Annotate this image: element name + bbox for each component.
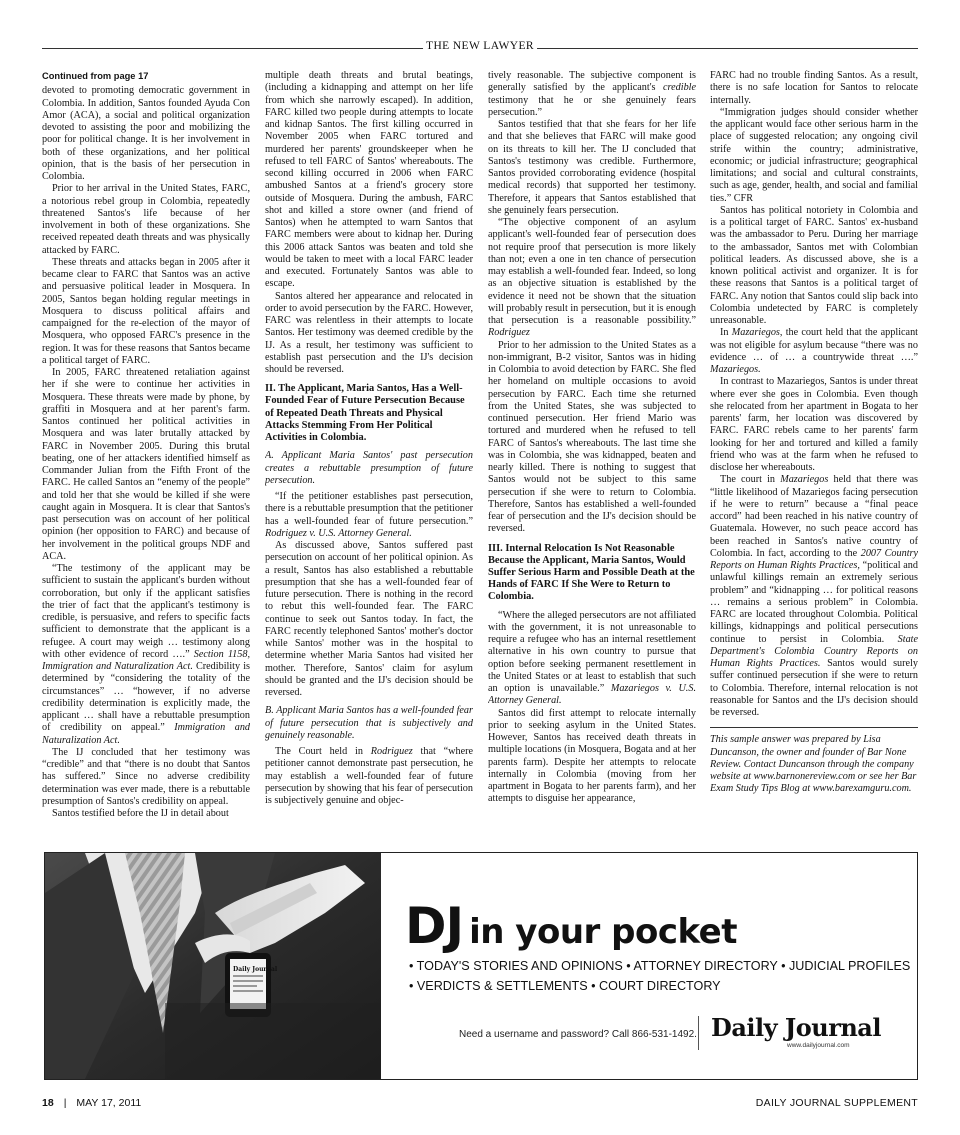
paragraph: Santos has political notoriety in Colombia and is a political target of FARC. Santos' ex-husband was the ambassador to Peru. During her marriage to the ambassador, Santos met with Colombian political leaders. As discussed above, she is a known political activist and organizer. It is for these reasons that Santos is a political target of FARC. Any notion that Santos could slip back into Colombia undetected by FARC is completely unreasonable. bbox=[710, 204, 918, 326]
paragraph bbox=[488, 70, 696, 119]
subheading: B. Applicant Maria Santos has a well-founded fear of future persecution that is subjectively and genuinely reasonable. bbox=[265, 705, 473, 741]
text-run: The court in bbox=[720, 474, 776, 486]
case-name: Mazariegos bbox=[731, 327, 780, 339]
continued-from-label: Continued from page 17 bbox=[42, 71, 149, 81]
phone-screen-text: Daily Journal bbox=[233, 966, 278, 973]
section-heading: II. The Applicant, Maria Santos, Has a Well-Founded Fear of Future Persecution Because of Repeated Death Threats and Physical Attacks Stemming From Her Political Activities in Colombia. bbox=[265, 383, 465, 444]
supplement-name: DAILY JOURNAL SUPPLEMENT bbox=[755, 1097, 918, 1109]
ad-website-link[interactable]: www.dailyjournal.com bbox=[787, 1042, 850, 1049]
ad-headline bbox=[405, 897, 737, 955]
daily-journal-advertisement[interactable] bbox=[44, 852, 918, 1080]
citation: Immigration and Naturalization Act. bbox=[42, 722, 250, 746]
daily-journal-logo: Daily Journal bbox=[711, 1013, 881, 1042]
column-2 bbox=[265, 70, 473, 846]
ad-features-line-1: • TODAY'S STORIES AND OPINIONS • ATTORNEY DIRECTORY • JUDICIAL PROFILES bbox=[409, 959, 911, 973]
ad-headline-dj: DJ bbox=[405, 897, 464, 955]
text-run: testimony that he or she genuinely fears persecution.” bbox=[488, 94, 696, 118]
column-1 bbox=[42, 70, 250, 846]
section-title: THE NEW LAWYER bbox=[423, 40, 537, 52]
paragraph: multiple death threats and brutal beatings, (including a kidnapping and attempt on her life from which she narrowly escaped). In addition, FARC killed two people during attempts to locate and kidnap Santos. The first killing occurred in November 2005 when FARC tortured and murdered her parents' groundskeeper when he refused to tell FARC of Santos' whereabouts. The second killing occurred in 2006 when FARC ambushed Santos at a friend's grocery store outside of Mosquera. During the ambush, FARC shot and killed a store owner (and friend of Santos) when he attempted to warn Santos that FARC members were about to kidnap her. During this 2006 attack Santos was beaten and told she would be taken to meet with a local FARC leader and executed. Fortunately Santos was able to escape. bbox=[265, 70, 473, 290]
paragraph: Santos testified before the IJ in detail about bbox=[52, 808, 229, 819]
quote-text: “The testimony of the applicant may be sufficient to sustain the applicant's burden without corroboration, but only if the applicant satisfies the trier of fact that the applicant's testimony is credible, is persuasive, and refers to specific facts sufficient to demonstrate that the applicant is a refugee. A court may weigh … testimony along with other evidence of record ….” bbox=[42, 563, 250, 660]
text-run: The Court held in bbox=[275, 746, 363, 758]
quote-paragraph: “Immigration judges should consider whether the applicant would face other serious harm in the place of suggested relocation; any ongoing civil strife within the country; administrative, economic; or judicial infrastructure; geographical limitations; and social and cultural constraints, such as age, gender, health, and social and familial ties.” CFR bbox=[710, 106, 918, 204]
text-run: “political and unlawful killings remain an extremely serious problem” and “kidnapping … for political reasons … remains a serious problem” in Colombia. FARC are located throughout Colombia. Political killings, kidnappings and political persecutions continue to persist in Colombia. bbox=[710, 560, 918, 645]
text-run: In bbox=[720, 327, 729, 339]
paragraph: In 2005, FARC threatened retaliation against her if she were to continue her activities in Mosquera. These threats were made by phone, by graffiti in Mosquera and at her parent's farm. Santos continued her political activities in Mosquera and was later brutally attacked by FARC in November 2005. During this brutal beating, one of her attackers identified himself as Commander Julian from the Fifth Front of the FARC. He called Santos an “enemy of the people” and told her that she would be killed if she were caught again in Mosquera. It is clear that Santos's past persecution was on account of her political opinion (her opposition to FARC) and because of her involvement in the political groups NDF and ACA. bbox=[42, 367, 250, 562]
text-run: , the court held that the applicant was not eligible for asylum because “there was no evidence … of … a countrywide threat ….” bbox=[710, 327, 918, 363]
quote-text: Credibility is determined by “considering the totality of the circumstances” … “however, if no adverse credibility determination is explicitly made, the applicant … shall have a rebuttable presumption of credibility on appeal.” bbox=[42, 661, 250, 734]
quote-paragraph bbox=[42, 563, 250, 747]
citation: Section 1158, Immigration and Naturalization Act. bbox=[42, 648, 250, 672]
paragraph: devoted to promoting democratic government in Colombia. In addition, Santos founded Ayuda Con Amor (ACA), a social and political organization devoted to assisting the poor and mobilizing the poor for political change. It is her involvement in both of these organizations, and her political opinion, that is the basis of her persecution in Colombia. bbox=[42, 85, 250, 182]
paragraph bbox=[710, 474, 918, 719]
ad-headline-rest: in your pocket bbox=[469, 912, 737, 952]
masthead bbox=[42, 40, 918, 58]
text-run: Santos would surely suffer continued persecution if she were to return to Colombia. Therefore, internal relocation is not reasonable for Santos and the IJ's decision should be reversed. bbox=[710, 658, 918, 718]
citation: State Department's Colombia Country Reports on Human Rights Practices. bbox=[710, 633, 918, 669]
quote-paragraph bbox=[488, 217, 696, 340]
paragraph: In contrast to Mazariegos, Santos is under threat where ever she goes in Colombia. Even though she relocated from her apartment in Bogata to her parents' farm, her location was discovered by FARC. FARC rebels came to her parents' farm looking for her and tortured and killed a family friend who was at the farm when he refused to disclose her whereabouts. bbox=[710, 376, 918, 473]
section-heading: III. Internal Relocation Is Not Reasonable Because the Applicant, Maria Santos, Would Suffer Serious Harm and Possible Death at the Hands of FARC If She Were to Return to Colombia. bbox=[488, 542, 695, 603]
paragraph: These threats and attacks began in 2005 after it became clear to FARC that Santos was an active and persuasive political leader in Mosquera. In 2005, Santos began holding regular meetings in Mosquera to discuss political affairs and campaigned for the re-election of the mayor of Mosquera, who opposed FARC's presence in the region. It was for these reasons that Santos became a political target of FARC. bbox=[42, 256, 250, 366]
emphasis: credible bbox=[663, 82, 696, 94]
citation: 2007 Country Reports on Human Rights Practices, bbox=[710, 547, 918, 571]
paragraph: Santos altered her appearance and relocated in order to avoid persecution by the FARC. However, FARC was relentless in their attempts to locate Santos. Her testimony was deemed credible by the IJ. As a result, her testimony was sufficient to establish past persecution and the IJ's decision should be reversed. bbox=[265, 290, 473, 375]
quote-text: “The objective component of an asylum applicant's well-founded fear of persecution does not require proof that persecution is more likely than not; even a one in ten chance of persecution may establish a well-founded fear. Indeed, so long as an objective situation is established by the evidence it need not be shown that the situation will probably result in persecution, but it is enough that persecution is a reasonable possibility.” bbox=[488, 217, 696, 326]
column-3 bbox=[488, 70, 696, 846]
footer-separator: | bbox=[63, 1097, 67, 1109]
paragraph: FARC had no trouble finding Santos. As a result, there is no safe location for Santos to relocate internally. bbox=[710, 70, 918, 106]
quote-paragraph bbox=[265, 491, 473, 540]
citation: Mazariegos v. U.S. Attorney General. bbox=[488, 683, 696, 707]
paragraph: As discussed above, Santos suffered past persecution on account of her political opinion. As a result, Santos has also established a rebuttable presumption that she has a well-founded fear of future persecution. There is nothing in the record to rebut this well-founded fear. The FARC continue to seek out Santos today. In fact, the FARC recently telephoned Santos' mother's doctor while Santos' mother was in the hospital to determine whether Maria Santos had visited her mother. Therefore, Santos' claim for asylum should be granted and the IJ's decision should be reversed. bbox=[265, 540, 473, 699]
citation: Rodriguez v. U.S. Attorney General. bbox=[265, 527, 412, 539]
hand-holding-phone-photo bbox=[45, 853, 381, 1079]
paragraph: Prior to her arrival in the United States, FARC, a notorious rebel group in Colombia, repeatedly threatened Santos's life because of her involvement in both of these organizations. She received repeated death threats and was physically attacked by FARC. bbox=[42, 183, 250, 256]
paragraph: The IJ concluded that her testimony was “credible” and that “there is no doubt that Santos has suffered.” Since no adverse credibility determination was ever made, there is a rebuttable presumption of Santos's credibility on appeal. bbox=[42, 746, 250, 807]
column-4 bbox=[710, 70, 918, 846]
paragraph bbox=[265, 746, 473, 807]
page-number: 18 bbox=[42, 1097, 54, 1109]
citation: Rodriguez bbox=[488, 327, 530, 339]
subheading: A. Applicant Maria Santos' past persecution creates a rebuttable presumption of future persecution. bbox=[265, 450, 473, 486]
quote-text: “Where the alleged persecutors are not affiliated with the government, it is not unreasonable to require a refugee who has an internal resettlement alternative in his own country to pursue that option before seeking permanent resettlement in the United States or at least to establish that such an option is unavailable.” bbox=[488, 609, 696, 695]
quote-text: “If the petitioner establishes past persecution, there is a rebuttable presumption that the petitioner has a well-founded fear of future persecution.” bbox=[265, 491, 473, 527]
case-name: Rodriguez bbox=[370, 746, 413, 758]
paragraph: Prior to her admission to the United States as a non-immigrant, B-2 visitor, Santos was in hiding in Colombia to avoid detection by FARC. She fled her homeland on multiple occasions to avoid persecution by FARC. Each time she returned from the United States, she was subjected to continued persecution. Her friend Mario was tortured and murdered when he refused to tell FARC of Santos's whereabouts. The last time she was in Colombia, she was kidnapped, beaten and nearly killed. There is nothing to suggest that Santos would not be subject to this same persecution if she were to return to Colombia. Therefore, Santos has established a well-founded fear of persecution and the IJ's decision should be reversed. bbox=[488, 339, 696, 535]
ad-features-line-2: • VERDICTS & SETTLEMENTS • COURT DIRECTORY bbox=[409, 979, 721, 993]
paragraph: Santos testified that that she fears for her life and that she believes that FARC will make good on its threats to kill her. The IJ concluded that Santos's testimony was credible. Furthermore, Santos provided corroborating evidence (hospital medical records) that supported her testimony. Therefore, it appears that Santos established that she genuinely fears persecution. bbox=[488, 119, 696, 216]
author-note: This sample answer was prepared by Lisa Duncanson, the owner and founder of Bar None Review. Contact Duncanson through the company website at www.barnonereview.com or see her Bar Exam Study Tips Blog at www.barexamguru.com. bbox=[710, 727, 918, 795]
ad-call-to-action: Need a username and password? Call 866-531-1492. bbox=[459, 1029, 697, 1040]
page-footer bbox=[42, 1097, 918, 1111]
text-run: held that there was “little likelihood of Mazariegos facing persecution if he were to return” because a “final peace accord” had been reached in his native country of Guatemala. However, no such peace accord has been reached in Santos's native country of Colombia. In fact, according to the bbox=[710, 474, 918, 559]
text-run: tively reasonable. The subjective component is generally satisfied by the applicant's bbox=[488, 70, 696, 94]
text-run: that “where petitioner cannot demonstrate past persecution, he may establish a well-founded fear of future persecution by showing that his fear of persecution is subjectively genuine and objec- bbox=[265, 746, 473, 807]
ad-divider bbox=[698, 1016, 699, 1050]
citation: Mazariegos. bbox=[710, 364, 761, 375]
paragraph bbox=[710, 327, 918, 376]
paragraph: Santos did first attempt to relocate internally prior to seeking asylum in the United States. However, Santos has received death threats in multiple locations (in Mosquera, Bogata and at her parents farm). Despite her attempts to relocate internally in Colombia (moving from her apartment in Bogata to her parents farm), and her attempts to disguise her appearance, bbox=[488, 707, 696, 805]
issue-date: MAY 17, 2011 bbox=[76, 1097, 142, 1109]
case-name: Mazariegos bbox=[780, 474, 829, 486]
quote-paragraph bbox=[488, 610, 696, 708]
article-body bbox=[42, 70, 918, 846]
